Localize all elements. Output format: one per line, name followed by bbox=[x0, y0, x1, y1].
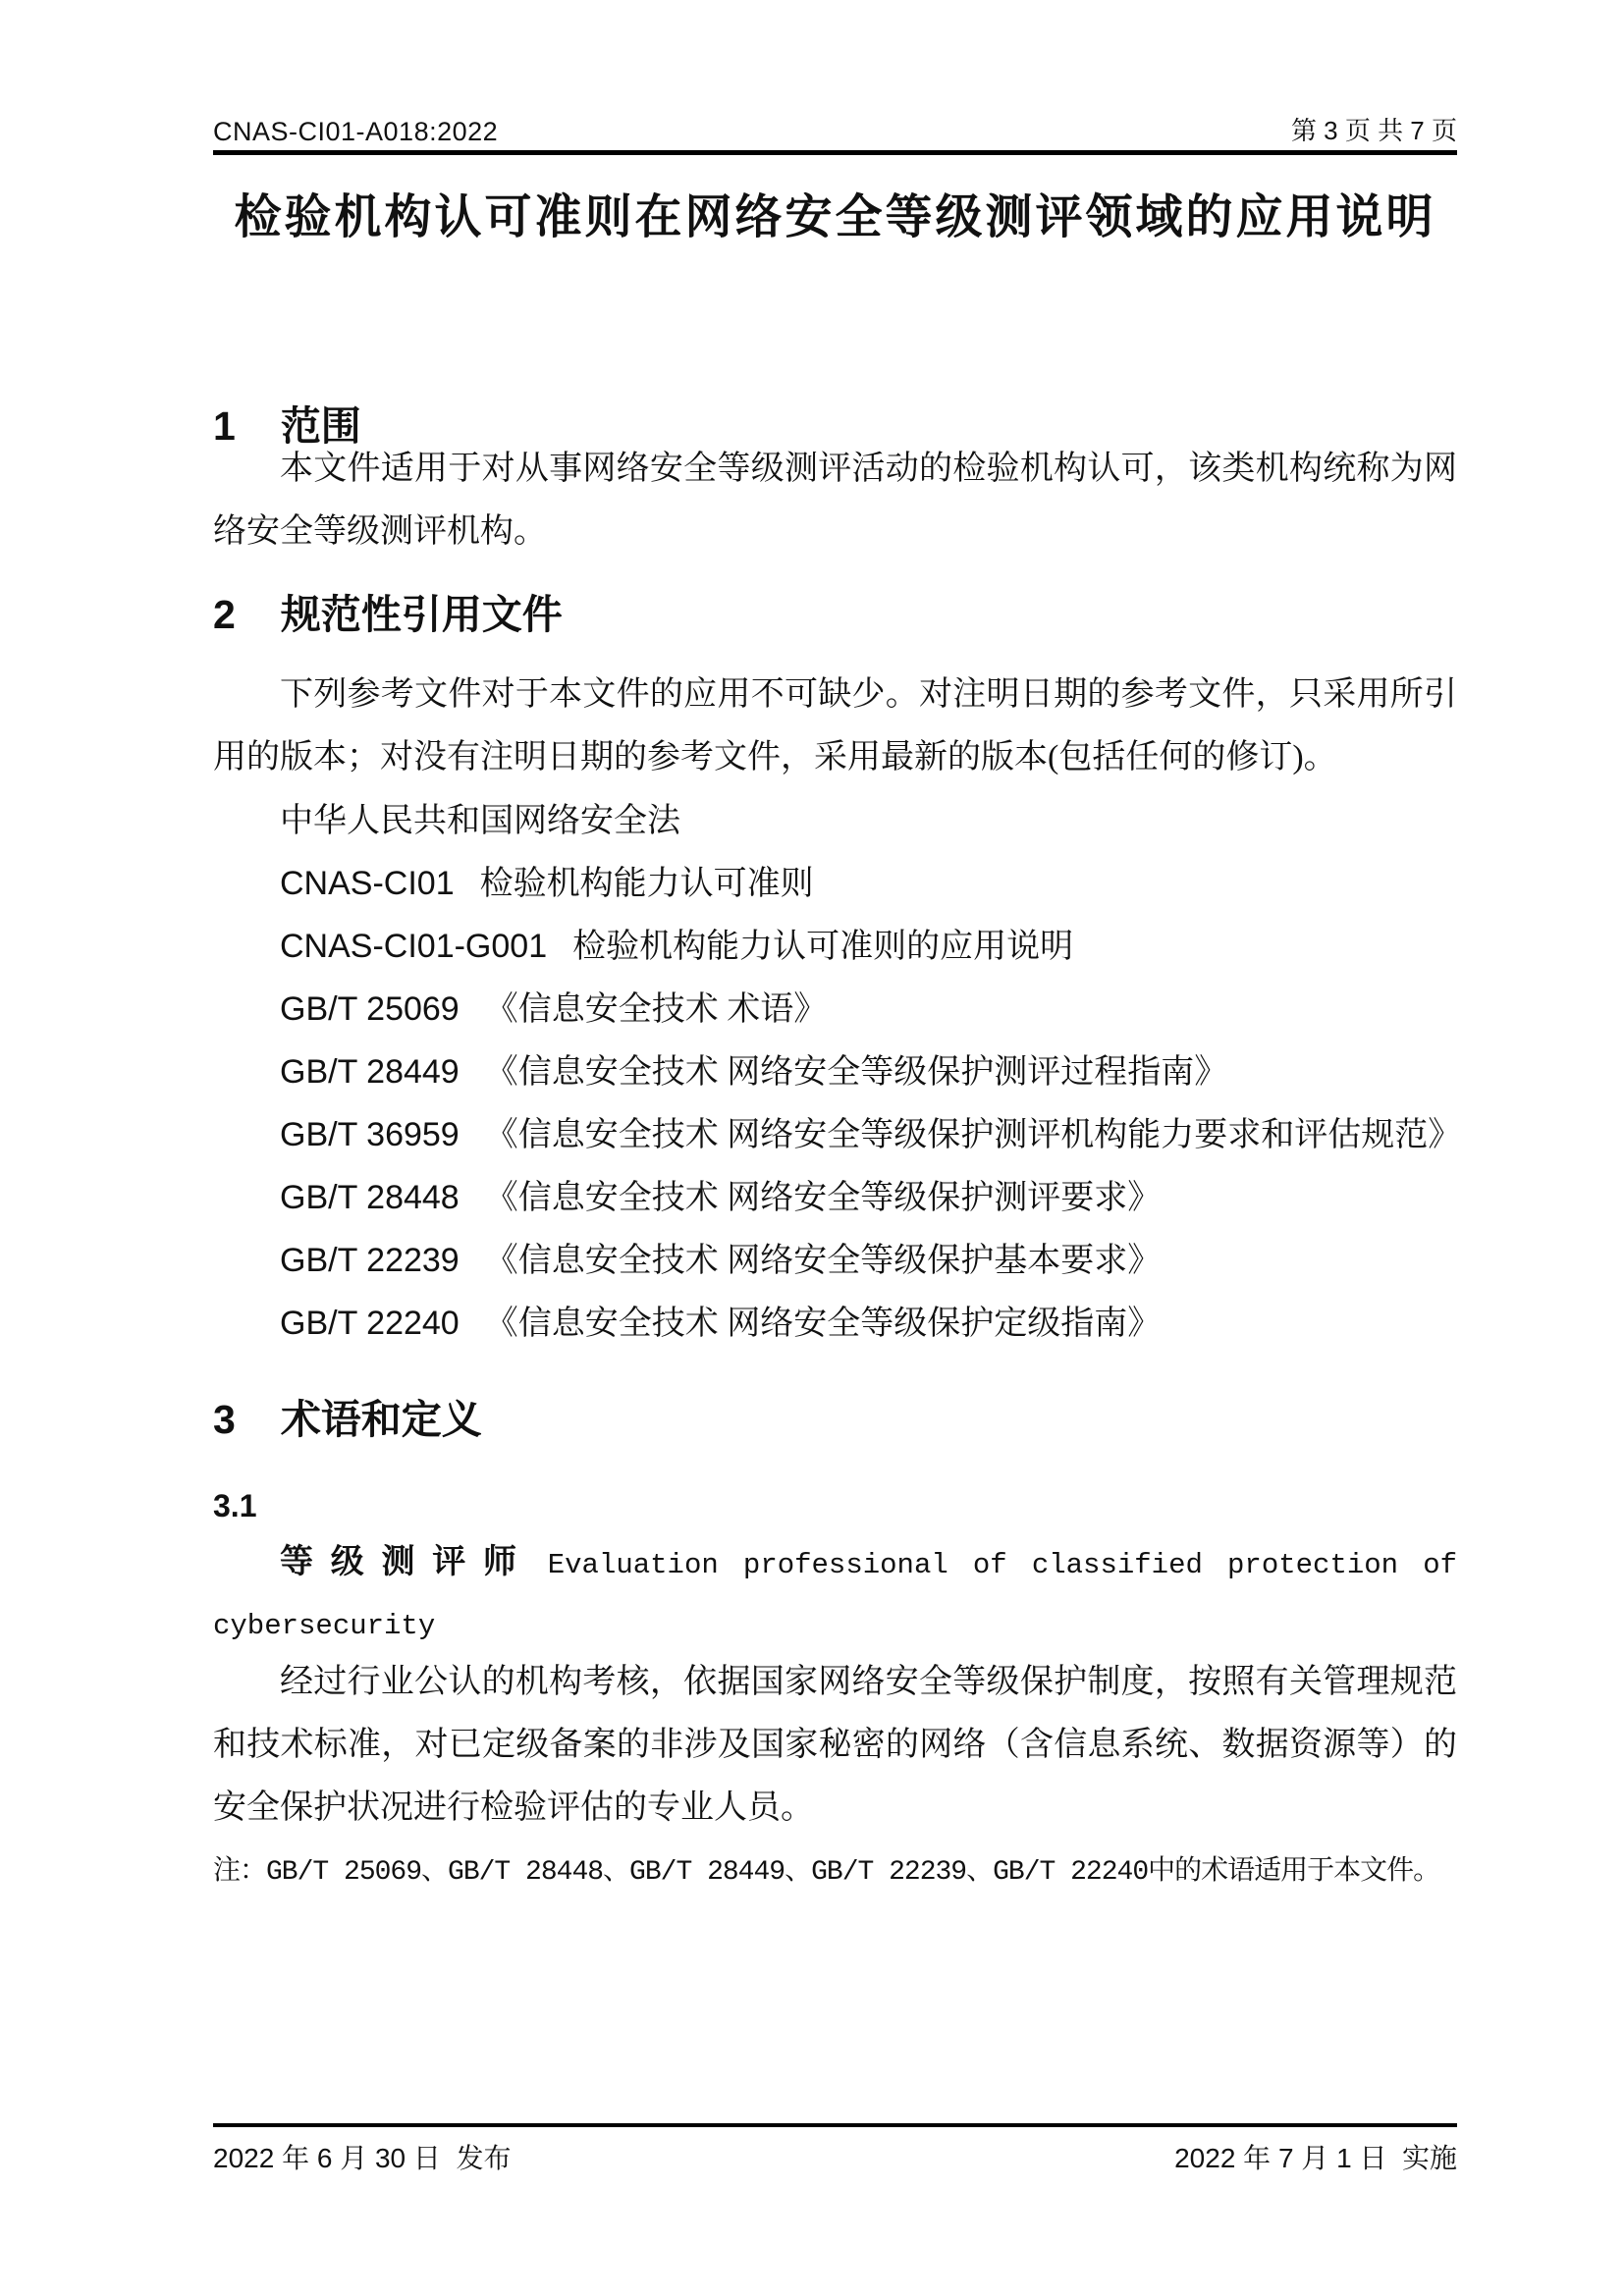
reference-item bbox=[213, 1103, 1462, 1166]
reference-code: GB/T 28448 bbox=[280, 1179, 460, 1216]
reference-item bbox=[213, 1229, 1457, 1292]
footer-divider bbox=[213, 2123, 1457, 2127]
reference-title: 《信息安全技术 网络安全等级保护测评机构能力要求和评估规范》 bbox=[484, 1117, 1462, 1153]
term-chinese: 等级测评师 bbox=[280, 1543, 534, 1580]
publish-date: 2022 年 6 月 30 日 发布 bbox=[213, 2143, 512, 2173]
implement-date: 2022 年 7 月 1 日 实施 bbox=[1174, 2143, 1457, 2173]
reference-code: CNAS-CI01 bbox=[280, 865, 455, 902]
definition-paragraph: 经过行业公认的机构考核，依据国家网络安全等级保护制度，按照有关管理规范和技术标准，对已定级备案的非涉及国家秘密的网络（含信息系统、数据资源等）的安全保护状况进行检验评估的专业人员。 bbox=[213, 1664, 1457, 1826]
term-definition-line bbox=[213, 1529, 1457, 1601]
reference-title: 检验机构能力认可准则 bbox=[479, 866, 814, 902]
section-1-number: 1 bbox=[213, 403, 236, 449]
document-code: CNAS-CI01-A018:2022 bbox=[213, 117, 499, 146]
section-1-label: 范围 bbox=[280, 403, 361, 449]
reference-code: GB/T 22240 bbox=[280, 1305, 460, 1342]
header-divider bbox=[213, 150, 1457, 155]
document-title: 检验机构认可准则在网络安全等级测评领域的应用说明 bbox=[234, 191, 1436, 243]
section-2-paragraph: 下列参考文件对于本文件的应用不可缺少。对注明日期的参考文件，只采用所引用的版本；对没有注明日期的参考文件，采用最新的版本(包括任何的修订)。 bbox=[213, 676, 1457, 775]
reference-title: 《信息安全技术 网络安全等级保护定级指南》 bbox=[484, 1306, 1162, 1342]
reference-title: 《信息安全技术 网络安全等级保护测评要求》 bbox=[484, 1180, 1162, 1216]
page-header bbox=[213, 106, 1457, 147]
section-2-heading bbox=[213, 591, 1457, 638]
page-footer bbox=[213, 2138, 1457, 2179]
section-2-number: 2 bbox=[213, 592, 236, 637]
reference-code: GB/T 28449 bbox=[280, 1053, 460, 1091]
section-3-label: 术语和定义 bbox=[280, 1397, 482, 1442]
reference-item bbox=[213, 1166, 1457, 1229]
reference-code: GB/T 36959 bbox=[280, 1116, 460, 1153]
reference-list bbox=[213, 789, 1462, 1355]
reference-item bbox=[213, 915, 1457, 978]
reference-title: 《信息安全技术 网络安全等级保护测评过程指南》 bbox=[484, 1054, 1228, 1091]
reference-code: GB/T 22239 bbox=[280, 1242, 460, 1279]
reference-title: 检验机构能力认可准则的应用说明 bbox=[572, 929, 1074, 965]
reference-title: 中华人民共和国网络安全法 bbox=[280, 803, 680, 839]
section-3-heading bbox=[213, 1396, 1457, 1443]
reference-title: 《信息安全技术 术语》 bbox=[484, 991, 828, 1028]
section-2-label: 规范性引用文件 bbox=[280, 592, 563, 637]
reference-code: CNAS-CI01-G001 bbox=[280, 928, 548, 965]
reference-item bbox=[213, 1041, 1457, 1103]
reference-title: 《信息安全技术 网络安全等级保护基本要求》 bbox=[484, 1243, 1162, 1279]
section-1-paragraph: 本文件适用于对从事网络安全等级测评活动的检验机构认可，该类机构统称为网络安全等级测评机构。 bbox=[213, 451, 1457, 550]
term-english: Evaluation professional of classified protection of bbox=[547, 1549, 1458, 1581]
clause-number: 3.1 bbox=[213, 1488, 257, 1523]
terminology-note: 注：GB/T 25069、GB/T 28448、GB/T 28449、GB/T 22239、GB/T 22240中的术语适用于本文件。 bbox=[213, 1857, 1440, 1888]
term-english-continued: cybersecurity bbox=[213, 1610, 436, 1642]
page-number: 第 3 页 共 7 页 bbox=[1290, 116, 1457, 145]
reference-item bbox=[213, 1292, 1457, 1355]
reference-item bbox=[213, 852, 1457, 915]
section-3-number: 3 bbox=[213, 1397, 236, 1442]
reference-code: GB/T 25069 bbox=[280, 990, 460, 1028]
reference-item bbox=[213, 789, 1457, 852]
reference-item bbox=[213, 978, 1457, 1041]
